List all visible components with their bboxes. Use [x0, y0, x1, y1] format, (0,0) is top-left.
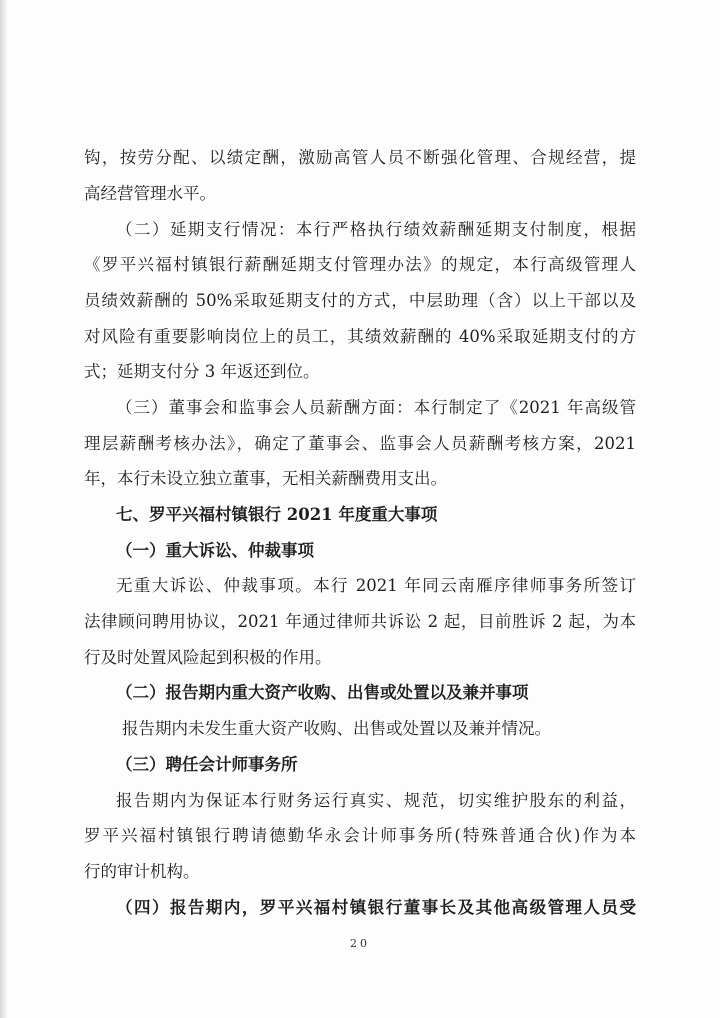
paragraph-line: （二）延期支行情况：本行严格执行绩效薪酬延期支付制度，根据: [116, 220, 636, 239]
paragraph-line: 行的审计机构。: [84, 862, 200, 881]
paragraph-line: 报告期内为保证本行财务运行真实、规范，切实维护股东的利益，: [116, 791, 636, 810]
paragraph-line: 无重大诉讼、仲裁事项。本行 2021 年同云南雁序律师事务所签订: [116, 576, 636, 595]
paragraph-line: 法律顾问聘用协议，2021 年通过律师共诉讼 2 起，目前胜诉 2 起，为本: [84, 612, 636, 631]
paragraph-line: 行及时处置风险起到积极的作用。: [84, 648, 332, 667]
subsection-heading: （二）报告期内重大资产收购、出售或处置以及兼并事项: [116, 683, 529, 702]
page-number: 20: [350, 937, 370, 950]
scan-edge-shadow: [0, 0, 8, 1018]
paragraph-line: 钩，按劳分配、以绩定酬，激励高管人员不断强化管理、合规经营，提: [84, 148, 636, 167]
paragraph-line: （三）董事会和监事会人员薪酬方面：本行制定了《2021 年高级管: [116, 398, 636, 417]
paragraph-line: 《罗平兴福村镇银行薪酬延期支付管理办法》的规定，本行高级管理人: [84, 255, 636, 274]
subsection-heading: （一）重大诉讼、仲裁事项: [116, 541, 314, 560]
subsection-heading: （三）聘任会计师事务所: [116, 755, 298, 774]
paragraph-line: 式；延期支付分 3 年返还到位。: [84, 362, 320, 381]
subsection-heading: （四）报告期内，罗平兴福村镇银行董事长及其他高级管理人员受: [116, 898, 636, 917]
paragraph-line: 报告期内未发生重大资产收购、出售或处置以及兼并情况。: [122, 719, 551, 738]
section-heading: 七、罗平兴福村镇银行 2021 年度重大事项: [116, 505, 438, 524]
paragraph-line: 理层薪酬考核办法》，确定了董事会、监事会人员薪酬考核方案，2021: [84, 434, 636, 453]
paragraph-line: 高经营管理水平。: [84, 184, 216, 203]
paragraph-line: 对风险有重要影响岗位上的员工，其绩效薪酬的 40%采取延期支付的方: [84, 327, 636, 346]
paragraph-line: 罗平兴福村镇银行聘请德勤华永会计师事务所(特殊普通合伙)作为本: [84, 826, 636, 845]
paragraph-line: 员绩效薪酬的 50%采取延期支付的方式，中层助理（含）以上干部以及: [84, 291, 636, 310]
paragraph-line: 年，本行未设立独立董事，无相关薪酬费用支出。: [84, 469, 447, 488]
